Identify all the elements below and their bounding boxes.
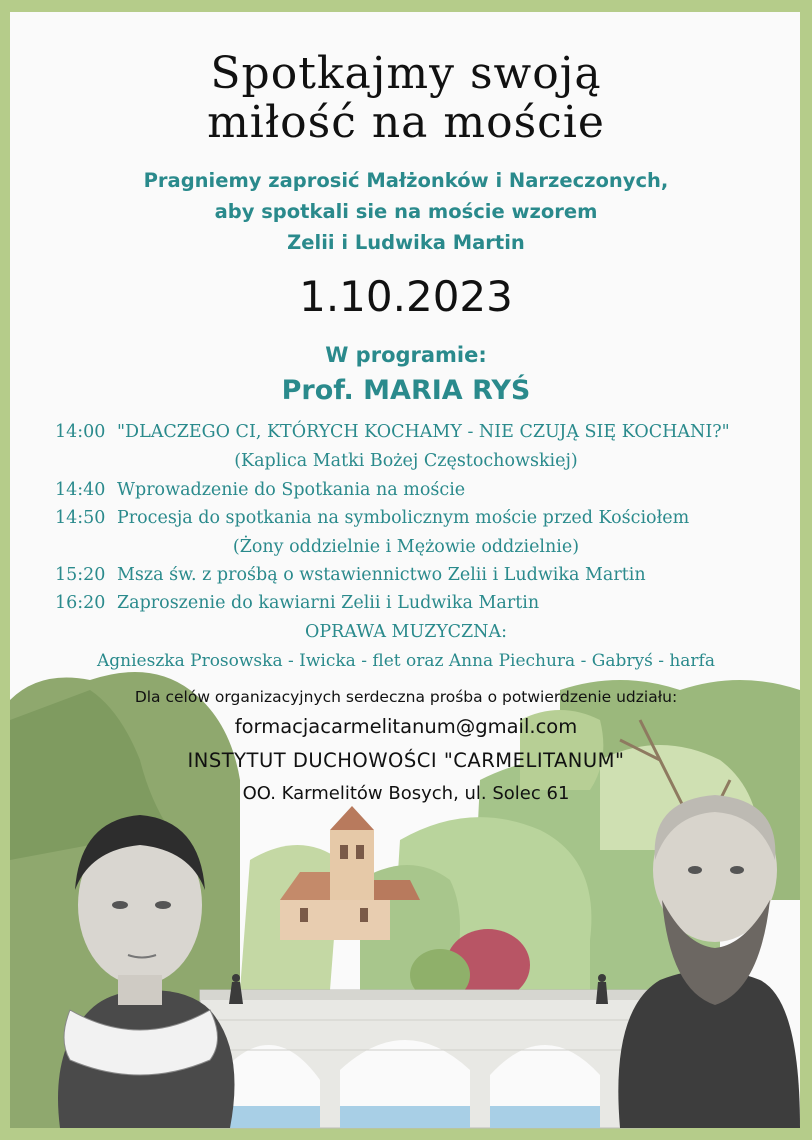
title-line-2: miłość na moście (207, 97, 605, 148)
schedule-row-3-note: (Żony oddzielnie i Mężowie oddzielnie) (232, 537, 580, 557)
schedule-row-4 (55, 565, 646, 585)
schedule-row-1-note: (Kaplica Matki Bożej Częstochowskiej) (234, 451, 578, 471)
schedule-text: Zaproszenie do kawiarni Zelii i Ludwika Martin (117, 593, 540, 613)
bridge (200, 974, 650, 1128)
music-heading: OPRAWA MUZYCZNA: (304, 622, 507, 642)
intro-line-3: Zelii i Ludwika Martin (287, 231, 525, 254)
schedule-time: 15:20 (55, 565, 106, 585)
schedule-row-3 (55, 508, 689, 528)
schedule-text: "DLACZEGO CI, KTÓRYCH KOCHAMY - NIE CZUJĄ SIĘ KOCHANI?" (117, 422, 730, 442)
schedule-time: 14:00 (55, 422, 106, 442)
schedule-text: Msza św. z prośbą o wstawiennictwo Zelii i Ludwika Martin (117, 565, 646, 585)
contact-email[interactable]: formacjacarmelitanum@gmail.com (234, 715, 578, 738)
speaker-name: Prof. MARIA RYŚ (281, 375, 531, 406)
schedule-time: 14:40 (55, 480, 106, 500)
institute-address: OO. Karmelitów Bosych, ul. Solec 61 (242, 783, 570, 804)
schedule-row-5 (55, 593, 539, 613)
music-performers: Agnieszka Prosowska - Iwicka - flet oraz Anna Piechura - Gabryś - harfa (97, 651, 715, 671)
schedule-row-1 (55, 422, 730, 442)
event-date: 1.10.2023 (299, 272, 513, 321)
contact-request: Dla celów organizacyjnych serdeczna prośba o potwierdzenie udziału: (134, 688, 678, 706)
schedule-time: 16:20 (55, 593, 106, 613)
institute-name: INSTYTUT DUCHOWOŚCI "CARMELITANUM" (187, 749, 625, 772)
intro-line-1: Pragniemy zaprosić Małżonków i Narzeczonych, (143, 169, 669, 192)
schedule-text: Procesja do spotkania na symbolicznym moście przed Kościołem (117, 508, 690, 528)
schedule-text: Wprowadzenie do Spotkania na moście (117, 480, 466, 500)
schedule-time: 14:50 (55, 508, 106, 528)
program-heading: W programie: (325, 343, 487, 367)
schedule-row-2 (55, 480, 465, 500)
title-line-1: Spotkajmy swoją (210, 48, 602, 99)
intro-line-2: aby spotkali sie na moście wzorem (214, 200, 598, 223)
